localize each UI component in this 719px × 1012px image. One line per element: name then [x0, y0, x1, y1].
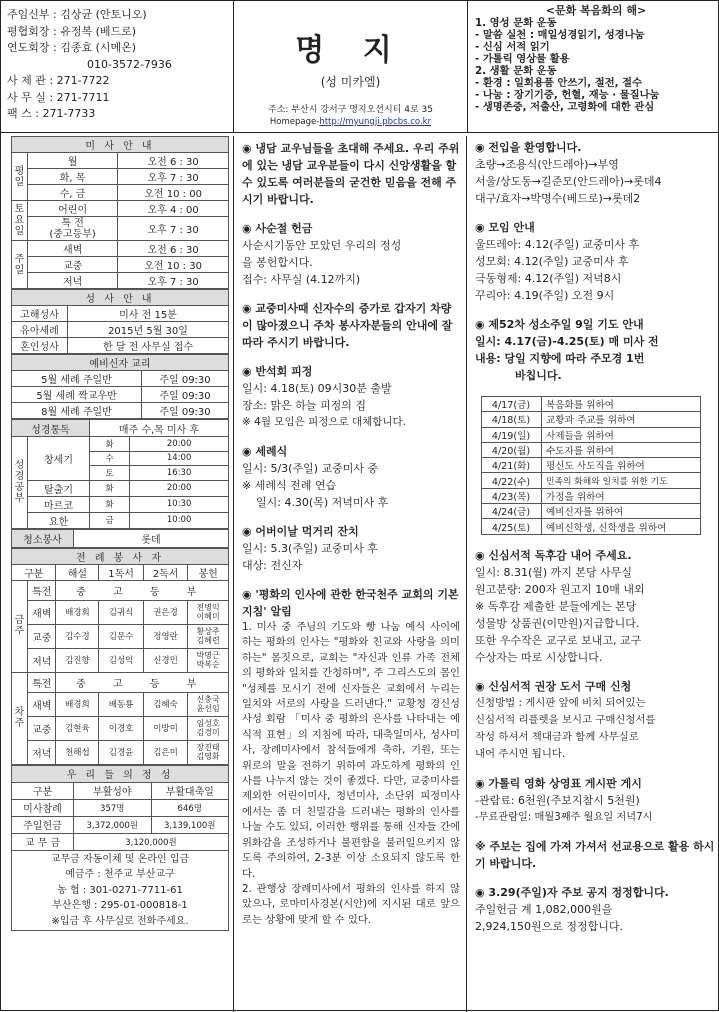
- notice: ◉ 제52차 성소주일 9일 기도 안내 일시: 4.17(금)-4.25(토) 매 미사 전 내용: 당일 지향에 따라 주모경 1번 바칩니다.: [475, 318, 659, 382]
- notice: ◉ 냉담 교우님들을 초대해 주세요. 우리 주위에 있는 냉담 교우분들이 다시 신앙생활을 할 수 있도록 여러분들의 굳건한 믿음을 전해 주시기 바랍니다.: [242, 142, 460, 206]
- parish-title-block: [233, 1, 468, 133]
- novena-schedule: 4/17(금) 복음화를 위하여 4/18(토) 교황과 주교를 위하여 4/19(일) 사제들을 위하여 4/20(월) 수도자를 위하여 4/21(화) 평신도 사도직을 위하여 4/22(수) 민족의 화해와 일치를 위한 기도 4/23(목) 가정을 위하여 4/24(금) 예비신자를 위하여 4/25(토) 예비신학생, 신학생을 위하여: [481, 396, 701, 535]
- contact-line: 평협회장 : 유정복 (베드로): [7, 24, 137, 38]
- contact-line: 팩 스 : 271-7733: [7, 107, 96, 120]
- left-column: [11, 136, 229, 931]
- catechism-table: 예비신자 교리 5월 세례 주일반 주일 09:30 5월 세례 짝교우반 주일 09:30 8월 세례 주일반 주일 09:30: [11, 354, 229, 419]
- bank-info: 교무금 자동이체 및 온라인 입금 예금주 : 천주교 부산교구 농 협 : 301-0271-7711-61 부산은행 : 295-01-000818-1 ※입금 후 사무실로 전화주세요.: [11, 851, 229, 932]
- contact-line: 연도회장 : 김종효 (시메온): [7, 41, 137, 54]
- offering-table: 우 리 들 의 정 성 구분 부활성야 부활대축일 미사참례 357명 646명 주일헌금 3,372,000원 3,139,100원 교 무 금 3,120,000원: [11, 765, 229, 851]
- notice: ※ 주보는 집에 가져 가셔서 선교용으로 활용 하시기 바랍니다.: [475, 839, 715, 870]
- notice: ◉ 모임 안내 울뜨레아: 4.12(주일) 교중미사 후 성모회: 4.12(주일) 교중미사 후 극동형제: 4.12(주일) 저녁8시 꾸리아: 4.19(주일) 오전 9시: [475, 221, 640, 302]
- year-theme-title: <문화 복음화의 해>: [545, 4, 647, 17]
- bible-table: 성경통독 매주 수,목 미사 후 성경공부 창세기 화 20:00 수 14:00 토 16:30 탈출기 화 20:00 마르코 화 10:30 요한 금 10:00: [11, 419, 229, 529]
- parish-subtitle: (성 미카엘): [320, 75, 381, 89]
- contact-line: 사 무 실 : 271-7711: [7, 90, 110, 104]
- parish-address: 주소: 부산시 강서구 명지오션시티 4로 35: [268, 105, 433, 115]
- staff-contacts: [7, 7, 232, 123]
- middle-column: [233, 136, 467, 1012]
- notice: ◉ 교중미사때 신자수의 증가로 갑자기 차량이 많아졌으니 주차 봉사자분들의 안내에 잘 따라 주시기 바랍니다.: [242, 302, 453, 349]
- notice: ◉ 가톨릭 영화 상영표 게시판 게시 -관람료: 6천원(주보지참시 5천원) -무료관람일: 매월3째주 월요일 저녁7시: [475, 776, 653, 823]
- homepage-link[interactable]: http://myungji.pbcbs.co.kr: [319, 117, 432, 127]
- altar-servers-table: 전 례 봉 사 자 구분 해설 1독서 2독서 봉헌 금주 특전 중 고 등 부 새벽 배경희 김귀식 권은경 전병익 이혜미 교중 김수경 김문수 정영란 황상주 김혜련 저녁 김진향 김성익 신경민 박명근 박복순 차주 특전 중 고 등 부 새벽 배경희 배동룡 김혜숙 신충국 윤선임 교중 김현육 이경호 이방미 임성호 김경미 저녁 천해섭 김경윤 김은미 장진태 김영화: [11, 548, 229, 765]
- right-column: [475, 139, 717, 947]
- notice: ◉ 3.29(주일)자 주보 공지 정정합니다. 주일헌금 계 1,082,000원을 2,924,150원으로 정정합니다.: [475, 885, 669, 933]
- mass-table: 미 사 안 내 평일 월 오전 6 : 30 화, 목 오후 7 : 30 수, 금 오전 10 : 00 토요일 어린이 오후 4 : 00 특 전 (중고등부) 오후 7 : 30 주일 새벽 오전 6 : 30 교중 오전 10 : 30 저녁 오후 7 : 30: [11, 136, 229, 289]
- notice: ◉ 사순절 헌금 사순시기동안 모았던 우리의 정성 을 봉헌합시다. 접수: 사무실 (4.12까지): [242, 222, 402, 286]
- header: [1, 1, 719, 133]
- youth-table: 청소봉사 롯데: [11, 529, 229, 548]
- notice: ◉ 신심서적 권장 도서 구매 신청 신청방법 : 게시판 앞에 비치 되어있는 신심서적 리플렛을 보시고 구매신청서를 작성 하셔서 책대금과 함께 사무실로 내어 주시면 됩니다.: [475, 679, 656, 760]
- parish-title: 명 지: [295, 33, 406, 68]
- notice: ◉ '평화의 인사에 관한 한국천주 교회의 기본지침' 알림 1. 미사 중 주님의 기도와 빵 나눔 예식 사이에 하는 평화의 인사는 "평화와 친교와 사랑을 의미하는" 몸짓으로, 교회는 "자신과 인류 가족 전체의 평화와 일치를 간청하며", 주 그리스도의 몸인 "성체를 모시기 전에 신자들은 교회에서 누리는 일치와 서로의 사랑을 드러낸다." 교황청 경신성사성 회람 「미사 중 평화의 은사를 나타내는 예식적 표현」의 지침에 따라, 대축일미사, 성사미사, 장례미사에서 참석들에게 축하, 기원, 또는 위로의 말을 전하기 위하여 과도하게 평화의 인사를 나누지 않는 것이 좋겠다. 다만, 교중미사를 제외한 어린이미사, 청년미사, 소단위 피정미사에서는 좀 더 친밀감을 드러내는 평화의 인사를 나눌 수도 있되, 이러한 행위를 통해 신자들 간에 위화감을 조성하거나 불편함을 불러일으키지 않도록 주의하여, 2-3분 이상 소요되지 않도록 한다. 2. 관행상 장례미사에서 평화의 인사를 하지 않았으나, 로마미사경본(시안)에 지시된 대로 앞으로는 상황에 맞게 할 수 있다.: [242, 588, 460, 926]
- notice: ◉ 반석회 피정 일시: 4.18(토) 09시30분 출발 장소: 맑은 하늘 피정의 집 ※ 4월 모임은 피정으로 대체합니다.: [242, 365, 407, 428]
- notice: ◉ 어버이날 먹거리 잔치 일시: 5.3(주일) 교중미사 후 대상: 전신자: [242, 525, 378, 572]
- contact-line: 주임신부 : 김상균 (안토니오): [7, 8, 147, 21]
- notice: ◉ 세례식 일시: 5/3(주일) 교중미사 중 ※ 세례식 전례 연습 일시: 4.30(목) 저녁미사 후: [242, 445, 389, 509]
- notice: ◉ 전입을 환영합니다. 초량→조용식(안드레아)→부영 서울/상도동→길준모(안드레아)→롯데4 대구/효자→박명수(베드로)→롯데2: [475, 141, 662, 205]
- notice: ◉ 신심서적 독후감 내어 주세요. 일시: 8.31(월) 까지 본당 사무실 원고분량: 200자 원고지 10매 내외 ※ 독후감 제출한 분들에게는 본당 성물방 상품권(이만원)지급합니다. 또한 우수작은 교구로 보내고, 교구 수상자는 따로 시상합니다.: [475, 548, 645, 664]
- year-theme: <문화 복음화의 해> 1. 영성 문화 운동 - 말씀 실천 : 매일성경읽기, 성경나눔 - 신심 서적 읽기 - 가톨릭 영상물 활용 2. 생활 문화 운동 - 환경 : 일회용품 안쓰기, 절전, 절수 - 나눔 : 장기기증, 헌혈, 재능 · 물질나눔 - 생명존중, 저출산, 고령화에 대한 관심: [475, 5, 717, 113]
- contact-line: 사 제 관 : 271-7722: [7, 74, 110, 87]
- contact-line: 010-3572-7936: [87, 57, 172, 71]
- sacrament-table: 성 사 안 내 고해성사 미사 전 15분 유아세례 2015년 5월 30일 혼인성사 한 달 전 사무실 접수: [11, 289, 229, 354]
- homepage: Homepage-http://myungji.pbcbs.co.kr: [269, 117, 432, 127]
